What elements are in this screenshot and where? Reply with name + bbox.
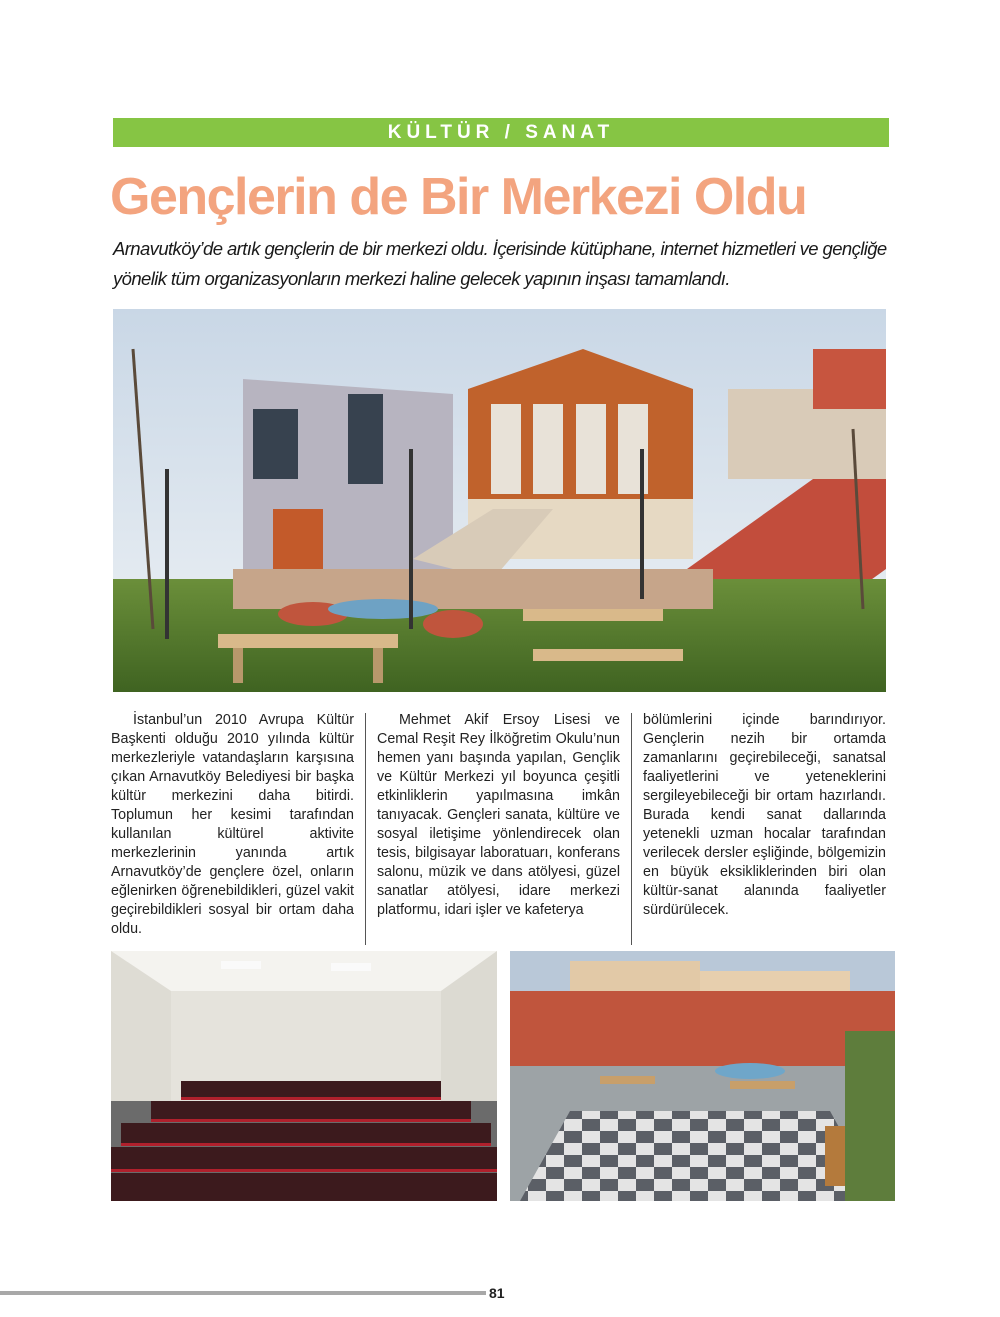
photo-courtyard (510, 951, 895, 1201)
column-3-text: bölümlerini içinde barındırıyor. Gençlerin nezih bir ortamda zamanlarını geçirebileceği, sanatsal faaliyetlerini ve yeteneklerini sergileyebileceği bir ortam hazırlandı. Burada kendi sanat dallarında yetenekli uzman hocalar tarafından verilecek dersler eşliğinde, bölgemizin en büyük eksikliklerinden biri olan kültür-sanat alanında faaliyetler sürdürülecek. (643, 712, 886, 918)
article-lead (113, 234, 913, 294)
main-photo-building (113, 309, 886, 692)
article-column-3 (643, 711, 886, 920)
lead-line-2: yönelik tüm organizasyonların merkezi haline gelecek yapının inşası tamamlandı. (113, 268, 730, 289)
column-1-text: İstanbul’un 2010 Avrupa Kültür Başkenti olduğu 2010 yılında kültür merkezleriyle vatandaşların karşısına çıkan Arnavutköy Belediyesi bir başka kültür merkezini daha bitirdi. Toplumun her kesimi tarafından kullanılan kültürel aktivite merkezlerinin yanında artık Arnavutköy’de gençlere özel, onların eğlenirken öğrenebildikleri, güzel vakit geçirebildikleri sosyal bir ortam daha oldu. (111, 712, 354, 937)
column-divider-2 (631, 713, 632, 945)
article-column-2 (377, 711, 620, 920)
footer-rule (0, 1291, 486, 1295)
column-divider-1 (365, 713, 366, 945)
article-column-1 (111, 711, 354, 939)
column-2-text: Mehmet Akif Ersoy Lisesi ve Cemal Reşit Rey İlköğretim Okulu’nun hemen yanı başında yapılan, Gençlik ve Kültür Merkezi yıl boyunca çeşitli etkinliklerin yapılmasına imkân tanıyacak. Gençleri sanata, kültüre ve sosyal iletişime yönlendirecek olan tesis, bilgisayar laboratuarı, konferans salonu, müzik ve dans atölyesi, güzel sanatlar atölyesi, idare merkezi platformu, idari işler ve kafeterya (377, 712, 620, 918)
page-number: 81 (489, 1285, 505, 1301)
article-title: Gençlerin de Bir Merkezi Oldu (110, 168, 807, 226)
photo-conference-hall (111, 951, 497, 1201)
lead-line-1: Arnavutköy’de artık gençlerin de bir merkezi oldu. İçerisinde kütüphane, internet hizmetleri ve gençliğe (113, 238, 887, 259)
section-header: KÜLTÜR / SANAT (113, 118, 889, 147)
